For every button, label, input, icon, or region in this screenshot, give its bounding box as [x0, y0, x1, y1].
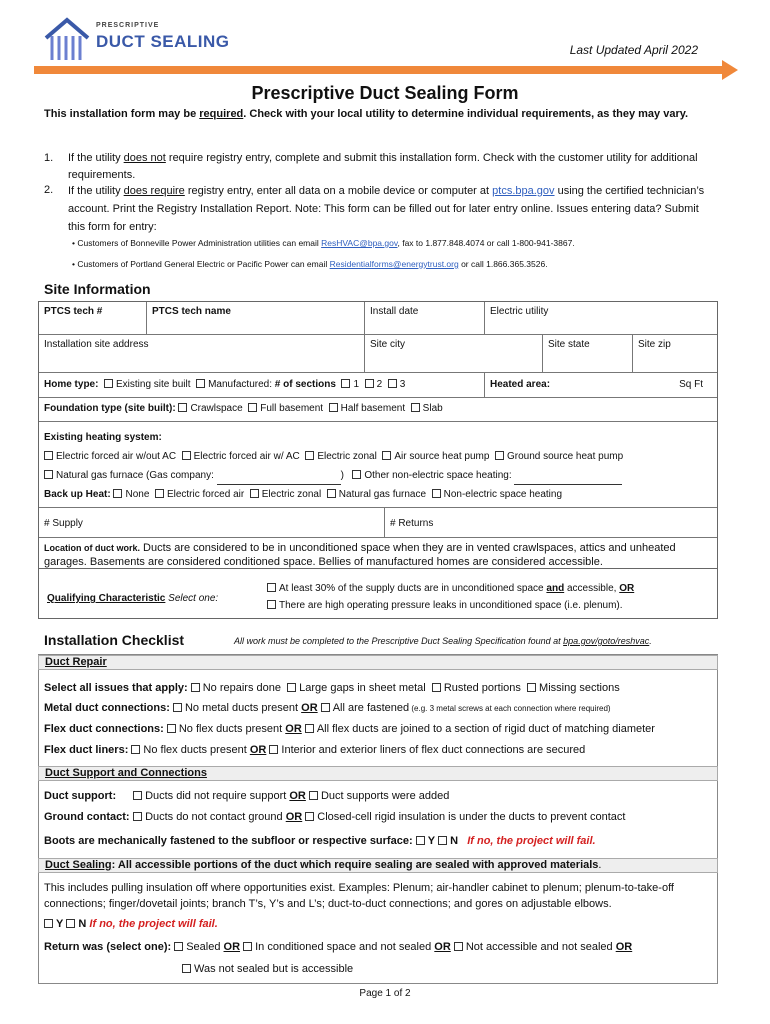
sections-3-checkbox[interactable]: [388, 379, 397, 388]
bpa-email-link[interactable]: ResHVAC@bpa.gov: [321, 238, 398, 248]
return-conditioned-checkbox[interactable]: [243, 942, 252, 951]
boots-yes-checkbox[interactable]: [416, 836, 425, 845]
spec-link[interactable]: bpa.gov/goto/reshvac: [563, 636, 650, 646]
return-not-accessible-checkbox[interactable]: [454, 942, 463, 951]
sealing-description: This includes pulling insulation off where opportunities exist. Examples: Plenum; air-handler cabinet to plenum; plenum-to-take-off connections; finger/dovetail joints; branch T’s, Y’s and L’s; duct-to-duct connections; and gores on adjustable elbows.: [44, 882, 674, 910]
b-electric-checkbox[interactable]: [155, 489, 164, 498]
install-date-field[interactable]: Install date: [365, 302, 485, 335]
duct-support-bar: Duct Support and Connections: [38, 766, 718, 781]
existing-checkbox[interactable]: [104, 379, 113, 388]
qualifying-box: [38, 569, 718, 619]
sealing-yes-checkbox[interactable]: [44, 919, 53, 928]
step-2-number: 2.: [44, 184, 54, 196]
bullet-bpa: • Customers of Bonneville Power Administration utilities can email ResHVAC@bpa.gov, fax to 1.877.848.4074 or call 1-800-941-3867.: [72, 238, 575, 248]
manufactured-checkbox[interactable]: [196, 379, 205, 388]
return-row-2: Was not sealed but is accessible: [182, 963, 353, 975]
no-flex-liners-checkbox[interactable]: [131, 745, 140, 754]
h-other-checkbox[interactable]: [352, 470, 361, 479]
logo-prescriptive-text: PRESCRIPTIVE: [96, 22, 160, 29]
location-text: Location of duct work. Ducts are considered to be in unconditioned space when they are in vented crawlspaces, attics and unheated garages. Basements are considered conditioned space. Bellies of manufactured homes are considered accessible.: [44, 542, 676, 568]
sealing-no-checkbox[interactable]: [66, 919, 75, 928]
ptcs-tech-name-field[interactable]: PTCS tech name: [147, 302, 365, 335]
electric-utility-field[interactable]: Electric utility: [485, 302, 717, 335]
metal-connections-row: Metal duct connections: No metal ducts present OR All are fastened (e.g. 3 metal screws at each connection where required): [44, 702, 611, 714]
supports-added-checkbox[interactable]: [309, 791, 318, 800]
home-type-row: Home type: Existing site built Manufactured: # of sections 1 2 3: [39, 373, 485, 398]
site-info-heading: Site Information: [44, 281, 151, 297]
large-gaps-checkbox[interactable]: [287, 683, 296, 692]
return-not-sealed-checkbox[interactable]: [182, 964, 191, 973]
logo-duct-sealing-text: DUCT SEALING: [96, 32, 230, 51]
ptcs-tech-label: PTCS tech #: [39, 302, 147, 335]
flex-joined-checkbox[interactable]: [305, 724, 314, 733]
qualifying-option-2: There are high operating pressure leaks in unconditioned space (i.e. plenum).: [267, 600, 623, 611]
qualifying-label: Qualifying Characteristic Select one:: [47, 593, 219, 604]
checklist-note: All work must be completed to the Prescriptive Duct Sealing Specification found at bpa.gov/goto/reshvac.: [234, 636, 652, 646]
boots-no-checkbox[interactable]: [438, 836, 447, 845]
duct-repair-bar: Duct Repair: [38, 655, 718, 670]
liners-secured-checkbox[interactable]: [269, 745, 278, 754]
sections-2-checkbox[interactable]: [365, 379, 374, 388]
logo-house-icon: [42, 16, 92, 62]
boots-row: Boots are mechanically fastened to the subfloor or respective surface: Y N If no, the project will fail.: [44, 835, 596, 847]
h-ground-source-checkbox[interactable]: [495, 451, 504, 460]
h-air-source-checkbox[interactable]: [382, 451, 391, 460]
site-city-field[interactable]: Site city: [365, 335, 543, 373]
last-updated: Last Updated April 2022: [569, 43, 698, 57]
b-gas-checkbox[interactable]: [327, 489, 336, 498]
site-state-field[interactable]: Site state: [543, 335, 633, 373]
h-electric-ac-checkbox[interactable]: [182, 451, 191, 460]
missing-sections-checkbox[interactable]: [527, 683, 536, 692]
sections-1-checkbox[interactable]: [341, 379, 350, 388]
checklist-heading: Installation Checklist: [44, 632, 185, 648]
site-info-table: [38, 301, 718, 569]
all-fastened-checkbox[interactable]: [321, 703, 330, 712]
no-flex-checkbox[interactable]: [167, 724, 176, 733]
slab-checkbox[interactable]: [411, 403, 420, 412]
half-basement-checkbox[interactable]: [329, 403, 338, 412]
qualifying-option-1: At least 30% of the supply ducts are in unconditioned space and accessible, OR: [267, 583, 634, 594]
ptcs-link[interactable]: ptcs.bpa.gov: [492, 185, 555, 197]
return-sealed-checkbox[interactable]: [174, 942, 183, 951]
page-number: Page 1 of 2: [359, 988, 411, 999]
duct-sealing-bar: Duct Sealing: All accessible portions of the duct which require sealing are sealed with approved materials.: [38, 858, 718, 873]
ground-contact-row: Ground contact: Ducts do not contact ground OR Closed-cell rigid insulation is under the ducts to prevent contact: [44, 811, 626, 823]
h-zonal-checkbox[interactable]: [305, 451, 314, 460]
crawlspace-checkbox[interactable]: [178, 403, 187, 412]
heated-area-field[interactable]: Heated area: Sq Ft: [485, 373, 717, 398]
rigid-insulation-checkbox[interactable]: [305, 812, 314, 821]
no-support-checkbox[interactable]: [133, 791, 142, 800]
foundation-row: Foundation type (site built): Crawlspace Full basement Half basement Slab: [39, 398, 717, 422]
return-row: Return was (select one): Sealed OR In conditioned space and not sealed OR Not accessible and not sealed OR: [44, 941, 633, 953]
intro-text: This installation form may be required. Check with your local utility to determine individual requirements, as they may vary.: [44, 108, 689, 120]
b-zonal-checkbox[interactable]: [250, 489, 259, 498]
rusted-checkbox[interactable]: [432, 683, 441, 692]
site-zip-field[interactable]: Site zip: [633, 335, 717, 373]
no-ground-contact-checkbox[interactable]: [133, 812, 142, 821]
h-electric-no-ac-checkbox[interactable]: [44, 451, 53, 460]
select-issues-row: Select all issues that apply: No repairs done Large gaps in sheet metal Rusted portions Missing sections: [44, 682, 620, 694]
step-1-number: 1.: [44, 152, 54, 164]
qual-1-checkbox[interactable]: [267, 583, 276, 592]
bullet-pge: • Customers of Portland General Electric or Pacific Power can email Residentialforms@energytrust.org or call 1.866.365.3526.: [72, 259, 548, 269]
step-1-text: If the utility does not require registry entry, complete and submit this installation form. Check with the customer utility for additional requirements.: [68, 152, 698, 181]
h-gas-checkbox[interactable]: [44, 470, 53, 479]
arrow-right-icon: [722, 60, 738, 80]
header-divider: [34, 66, 724, 74]
flex-connections-row: Flex duct connections: No flex ducts present OR All flex ducts are joined to a section of rigid duct of matching diameter: [44, 723, 655, 735]
energytrust-email-link[interactable]: Residentialforms@energytrust.org: [329, 259, 459, 269]
full-basement-checkbox[interactable]: [248, 403, 257, 412]
b-none-checkbox[interactable]: [113, 489, 122, 498]
page-title: Prescriptive Duct Sealing Form: [251, 83, 519, 103]
duct-support-row: Duct support: Ducts did not require support OR Duct supports were added: [44, 790, 450, 802]
step-2-text: If the utility does require registry entry, enter all data on a mobile device or computer at ptcs.bpa.gov using the certified technician’s account. Print the Registry Installation Report. Note: This form can be filled out for later entry online. Issues entering data? Submit this form for entry:: [68, 185, 705, 233]
flex-liners-row: Flex duct liners: No flex ducts present OR Interior and exterior liners of flex duct connections are secured: [44, 744, 586, 756]
returns-field[interactable]: # Returns: [385, 508, 717, 538]
install-address-field[interactable]: Installation site address: [39, 335, 365, 373]
qual-2-checkbox[interactable]: [267, 600, 276, 609]
supply-field[interactable]: # Supply: [39, 508, 385, 538]
b-non-electric-checkbox[interactable]: [432, 489, 441, 498]
no-repairs-checkbox[interactable]: [191, 683, 200, 692]
heating-row: Existing heating system: Electric forced air w/out AC Electric forced air w/ AC Electric zonal Air source heat pump Ground source heat pump Natural gas furnace (Gas company: ) Other non-electric space heating: Back up Heat: None Electric forced air Electric zonal Natural gas furnace Non-electric space heating: [39, 422, 717, 508]
sealing-yn-row: Y N If no, the project will fail.: [44, 918, 218, 930]
no-metal-checkbox[interactable]: [173, 703, 182, 712]
